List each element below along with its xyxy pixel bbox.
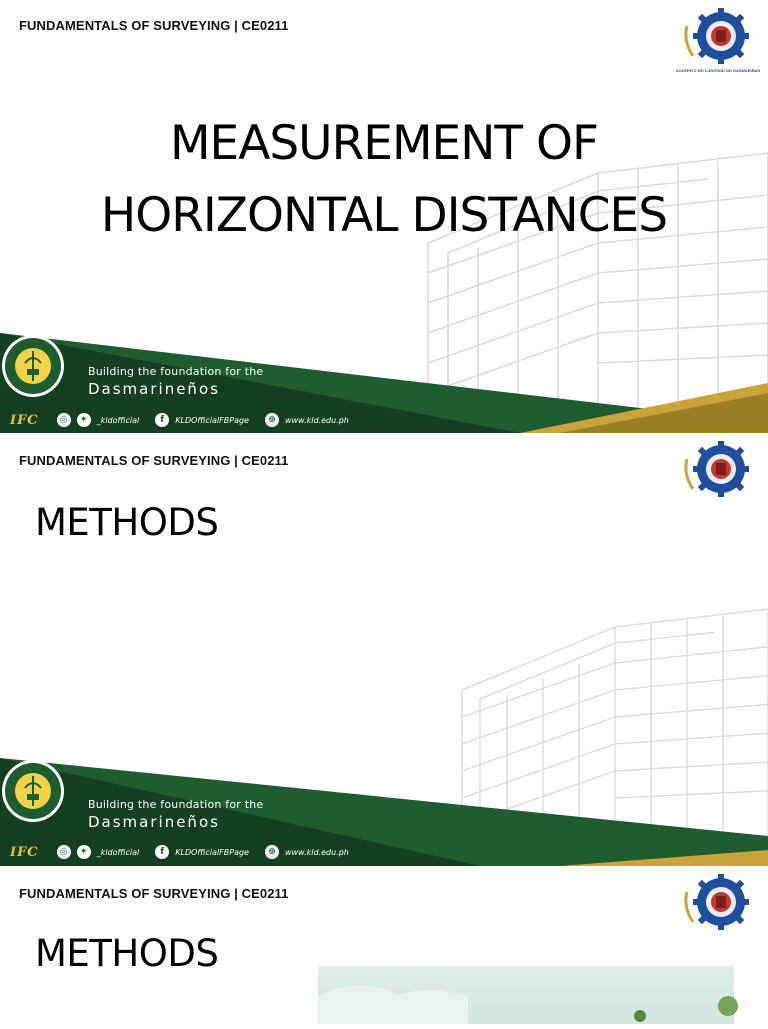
slide-1 [0, 0, 768, 433]
course-header: FUNDAMENTALS OF SURVEYING | CE0211 [19, 886, 289, 901]
course-header: FUNDAMENTALS OF SURVEYING | CE0211 [19, 18, 289, 33]
slide-title [0, 108, 768, 252]
website-link[interactable]: www.kld.edu.ph [284, 847, 349, 857]
engineering-logo [681, 439, 755, 509]
slide-title: METHODS [35, 501, 219, 544]
engineering-logo-caption: KOLEHIYO NG LUNGSOD NG DASMARIÑAS [675, 68, 761, 73]
facebook-icon[interactable]: f [155, 845, 169, 859]
engineering-logo [681, 872, 755, 942]
banner-tagline [88, 365, 263, 398]
title-line-2: HORIZONTAL DISTANCES [100, 188, 668, 243]
website-link[interactable]: www.kld.edu.ph [284, 415, 349, 425]
instagram-icon[interactable]: ◎ [57, 845, 71, 859]
slide-2 [0, 433, 768, 866]
facebook-page[interactable]: KLDOfficialFBPage [175, 415, 249, 425]
slide-3 [0, 866, 768, 1024]
globe-icon[interactable]: ⊕ [265, 845, 279, 859]
facebook-page[interactable]: KLDOfficialFBPage [175, 847, 249, 857]
social-handle[interactable]: _kldofficial [96, 415, 140, 425]
illustration-image [318, 966, 734, 1024]
tagline-line-2: Dasmarineños [88, 813, 220, 831]
title-line-1: MEASUREMENT OF [169, 116, 599, 171]
ifc-logo: IFC [10, 844, 39, 860]
social-links [10, 410, 359, 430]
instagram-icon[interactable]: ◎ [57, 413, 71, 427]
globe-icon[interactable]: ⊕ [265, 413, 279, 427]
footer-banner [0, 758, 768, 866]
kld-seal-logo [0, 333, 66, 399]
twitter-icon[interactable]: ✦ [77, 413, 91, 427]
kld-seal-logo [0, 758, 66, 824]
footer-banner [0, 333, 768, 433]
tagline-line-1: Building the foundation for the [88, 365, 264, 378]
social-handle[interactable]: _kldofficial [96, 847, 140, 857]
facebook-icon[interactable]: f [155, 413, 169, 427]
twitter-icon[interactable]: ✦ [77, 845, 91, 859]
banner-tagline [88, 798, 263, 831]
tagline-line-2: Dasmarineños [88, 380, 220, 398]
engineering-logo [675, 6, 761, 76]
social-links [10, 842, 359, 862]
slide-title: METHODS [35, 932, 219, 975]
course-header: FUNDAMENTALS OF SURVEYING | CE0211 [19, 453, 289, 468]
tagline-line-1: Building the foundation for the [88, 798, 264, 811]
ifc-logo: IFC [10, 412, 39, 428]
